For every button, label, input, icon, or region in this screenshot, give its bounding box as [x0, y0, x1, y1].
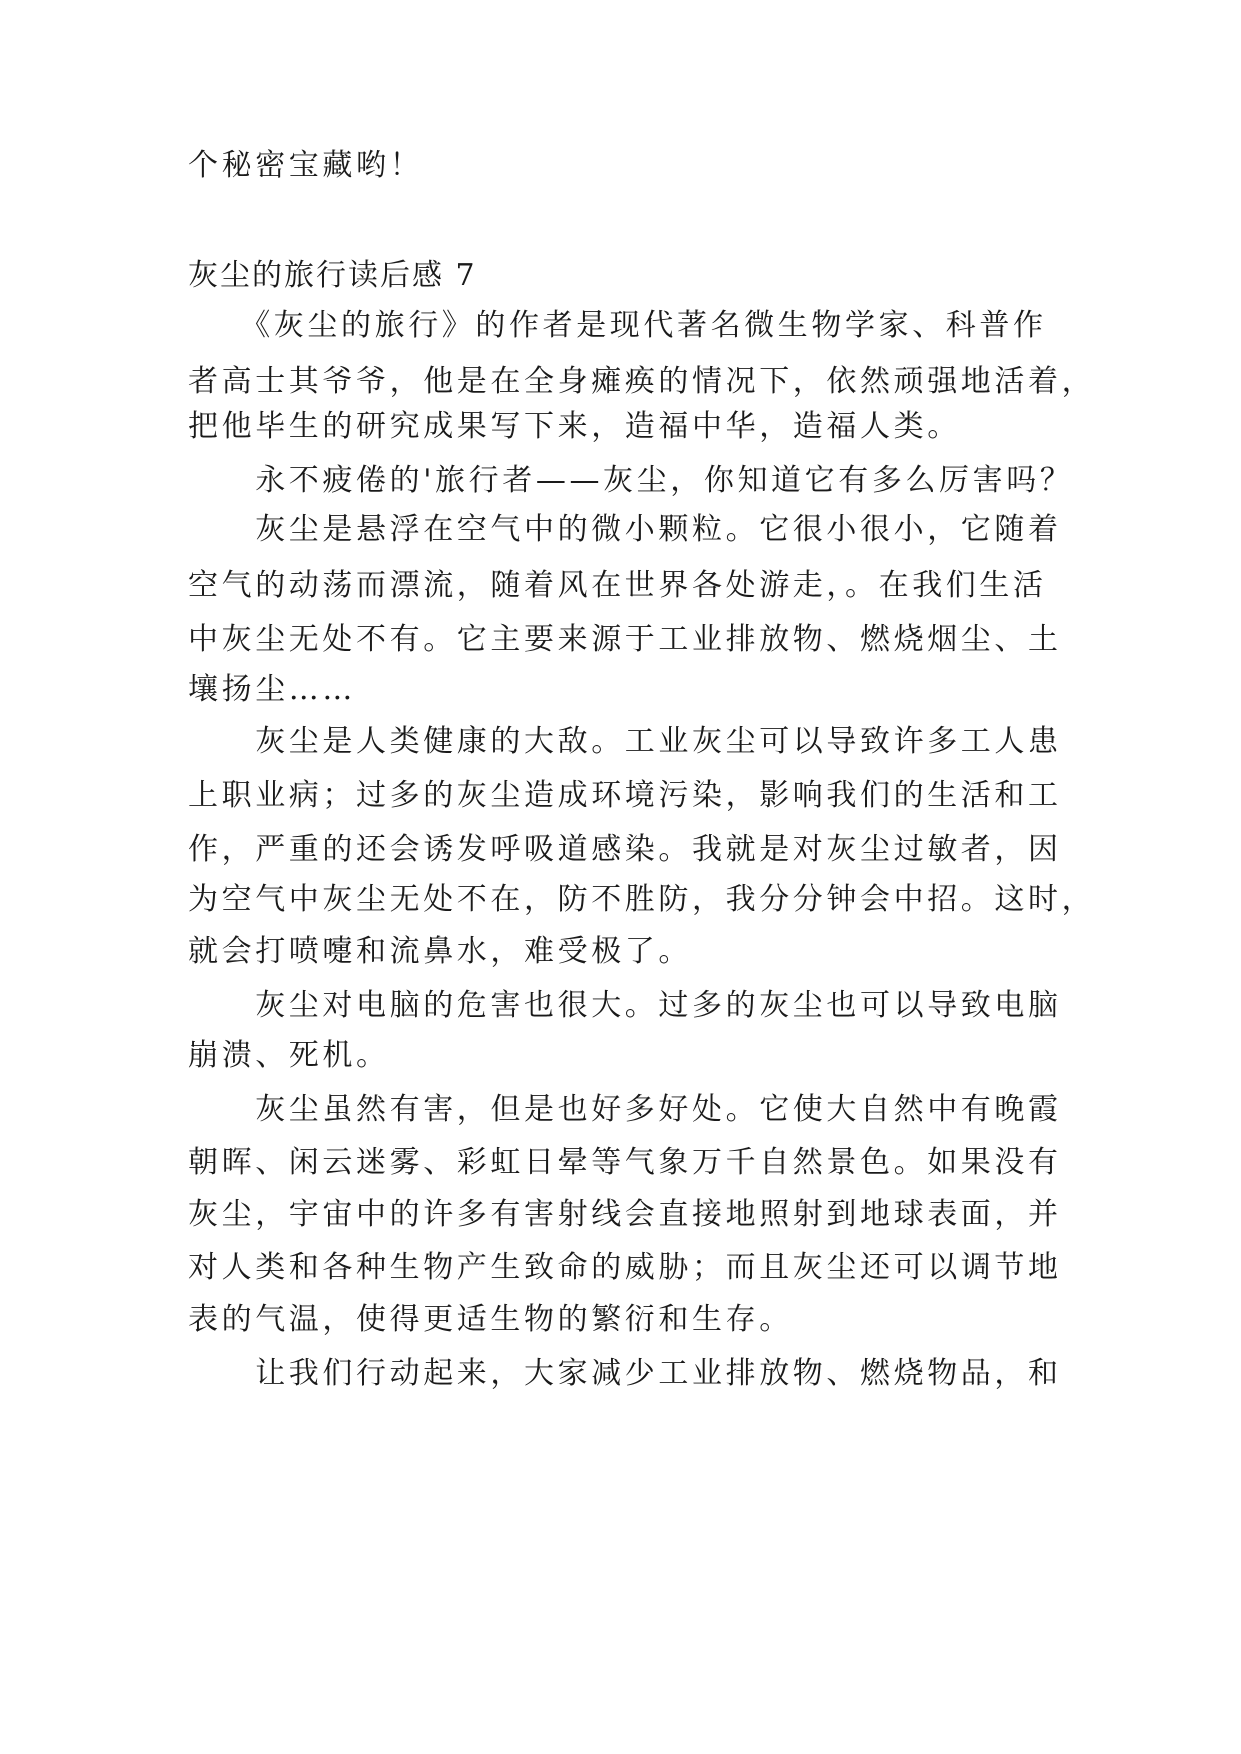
- section-title: 灰尘的旅行读后感 7: [188, 258, 477, 293]
- body-line: 朝晖、闲云迷雾、彩虹日晕等气象万千自然景色。如果没有: [188, 1145, 1062, 1180]
- body-line: 永不疲倦的'旅行者——灰尘，你知道它有多么厉害吗？: [188, 463, 1074, 498]
- continuation-line: 个秘密宝藏哟！: [188, 148, 424, 183]
- body-line: 让我们行动起来，大家减少工业排放物、燃烧物品，和: [188, 1356, 1062, 1391]
- body-line: 灰尘是人类健康的大敌。工业灰尘可以导致许多工人患: [188, 724, 1062, 759]
- body-line: 上职业病；过多的灰尘造成环境污染，影响我们的生活和工: [188, 778, 1062, 813]
- body-line: 对人类和各种生物产生致命的威胁；而且灰尘还可以调节地: [188, 1250, 1062, 1285]
- body-line: 中灰尘无处不有。它主要来源于工业排放物、燃烧烟尘、土: [188, 622, 1062, 657]
- body-line: 壤扬尘……: [188, 672, 356, 707]
- body-line: 崩溃、死机。: [188, 1038, 390, 1073]
- body-line: 灰尘是悬浮在空气中的微小颗粒。它很小很小，它随着: [188, 512, 1062, 547]
- body-line: 灰尘对电脑的危害也很大。过多的灰尘也可以导致电脑: [188, 988, 1062, 1023]
- body-line: 为空气中灰尘无处不在，防不胜防，我分分钟会中招。这时，: [188, 882, 1096, 917]
- body-line: 就会打喷嚏和流鼻水，难受极了。: [188, 934, 692, 969]
- body-line: 《灰尘的旅行》的作者是现代著名微生物学家、科普作: [188, 308, 1047, 343]
- body-line: 空气的动荡而漂流，随着风在世界各处游走，。在我们生活: [188, 568, 1047, 603]
- body-line: 灰尘，宇宙中的许多有害射线会直接地照射到地球表面，并: [188, 1197, 1062, 1232]
- body-line: 者高士其爷爷，他是在全身瘫痪的情况下，依然顽强地活着，: [188, 364, 1096, 399]
- body-line: 把他毕生的研究成果写下来，造福中华，造福人类。: [188, 409, 961, 444]
- body-line: 灰尘虽然有害，但是也好多好处。它使大自然中有晚霞: [188, 1092, 1062, 1127]
- body-line: 表的气温，使得更适生物的繁衍和生存。: [188, 1302, 793, 1337]
- body-line: 作，严重的还会诱发呼吸道感染。我就是对灰尘过敏者，因: [188, 832, 1062, 867]
